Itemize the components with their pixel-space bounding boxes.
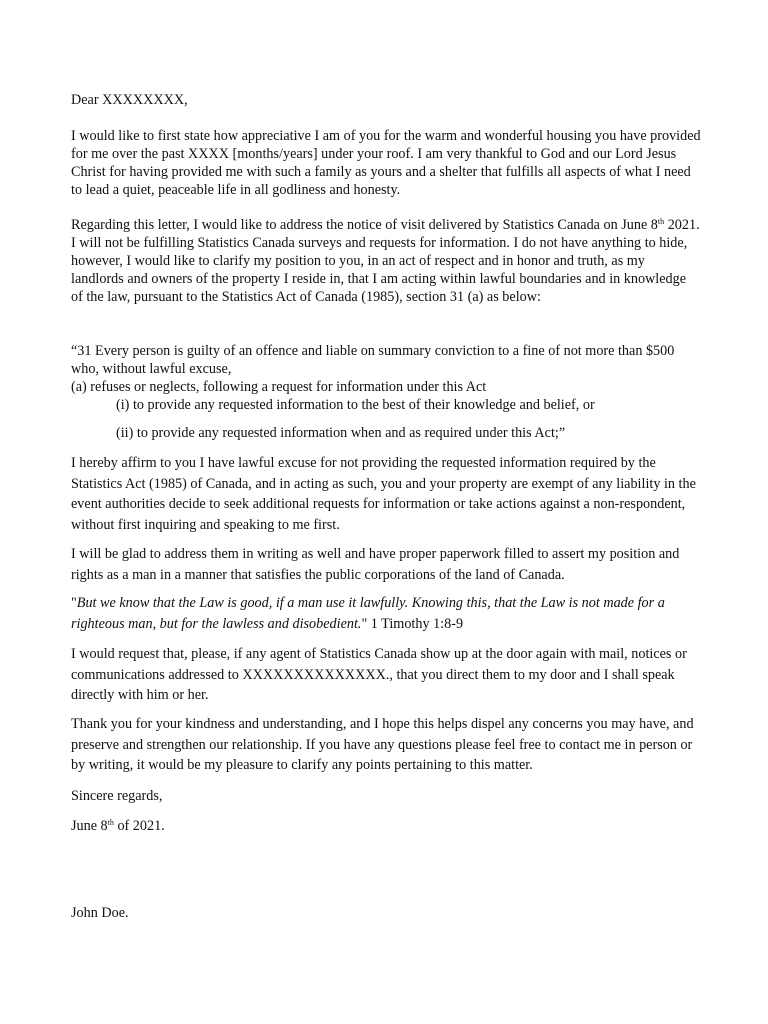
scripture-reference: " 1 Timothy 1:8-9: [361, 615, 464, 632]
paragraph-affirmation: I hereby affirm to you I have lawful excuse for not providing the requested information required by the Statistics Act (1985) of Canada, and in acting as such, you and your property are exempt of any liability in the event authorities decide to seek additional requests for information or take actions against a non-respondent, without first inquiring and speaking to me first.: [71, 455, 696, 533]
salutation: Dear XXXXXXXX,: [71, 92, 188, 108]
paragraph-notice-text-2: 2021. I will not be fulfilling Statistics Canada surveys and requests for information. I do not have anything to hide, however, I would like to clarify my position to you, in an act of respect and in honor and truth, as my landlords and owners of the property I reside in, that I am acting within lawful boundaries and in knowledge of the law, pursuant to the Statistics Act of Canada (1985), section 31 (a) as below:: [71, 217, 700, 305]
signature: John Doe.: [71, 905, 129, 921]
paragraph-request: I would request that, please, if any agent of Statistics Canada show up at the door again with mail, notices or communications addressed to XXXXXXXXXXXXXX., that you direct them to my door and I shall speak directly with him or her.: [71, 646, 687, 703]
letter-page: [71, 0, 701, 1024]
scripture-open-quote: ": [71, 595, 77, 611]
letter-date: [71, 817, 701, 835]
paragraph-paperwork: I will be glad to address them in writing as well and have proper paperwork filled to assert my position and rights as a man in a manner that satisfies the public corporations of the land of Canada.: [71, 546, 680, 583]
quote-item-ii: (ii) to provide any requested information when and as required under this Act;”: [116, 425, 566, 441]
ordinal-suffix: th: [657, 217, 665, 226]
paragraph-thanks: Thank you for your kindness and understanding, and I hope this helps dispel any concerns you may have, and preserve and strengthen our relationship. If you have any questions please feel free to contact me in person or by writing, it would be my pleasure to clarify any points pertaining to this matter.: [71, 716, 694, 773]
date-text-1: June 8: [71, 818, 108, 834]
quote-intro: “31 Every person is guilty of an offence and liable on summary conviction to a fine of not more than $500 who, without lawful excuse,: [71, 343, 675, 377]
scripture-text: But we know that the Law is good, if a man use it lawfully. Knowing this, that the Law is not made for a righteous man, but for the lawless and disobedient.: [71, 595, 665, 632]
closing: Sincere regards,: [71, 788, 163, 804]
quote-clause-a: (a) refuses or neglects, following a request for information under this Act: [71, 379, 487, 395]
date-ordinal-suffix: th: [107, 818, 114, 827]
paragraph-notice-text-1: Regarding this letter, I would like to address the notice of visit delivered by Statistics Canada on June 8: [71, 217, 658, 233]
paragraph-appreciation: I would like to first state how appreciative I am of you for the warm and wonderful housing you have provided for me over the past XXXX [months/years] under your roof. I am very thankful to God and our Lord Jesus Christ for having provided me with such a family as yours and a shelter that fulfills all aspects of what I need to lead a quiet, peaceable life in all godliness and honesty.: [71, 128, 701, 198]
date-text-2: of 2021.: [113, 818, 165, 834]
quote-item-i: (i) to provide any requested information to the best of their knowledge and belief, or: [116, 397, 595, 413]
scripture-quote: [71, 593, 701, 634]
paragraph-notice: [71, 216, 701, 306]
